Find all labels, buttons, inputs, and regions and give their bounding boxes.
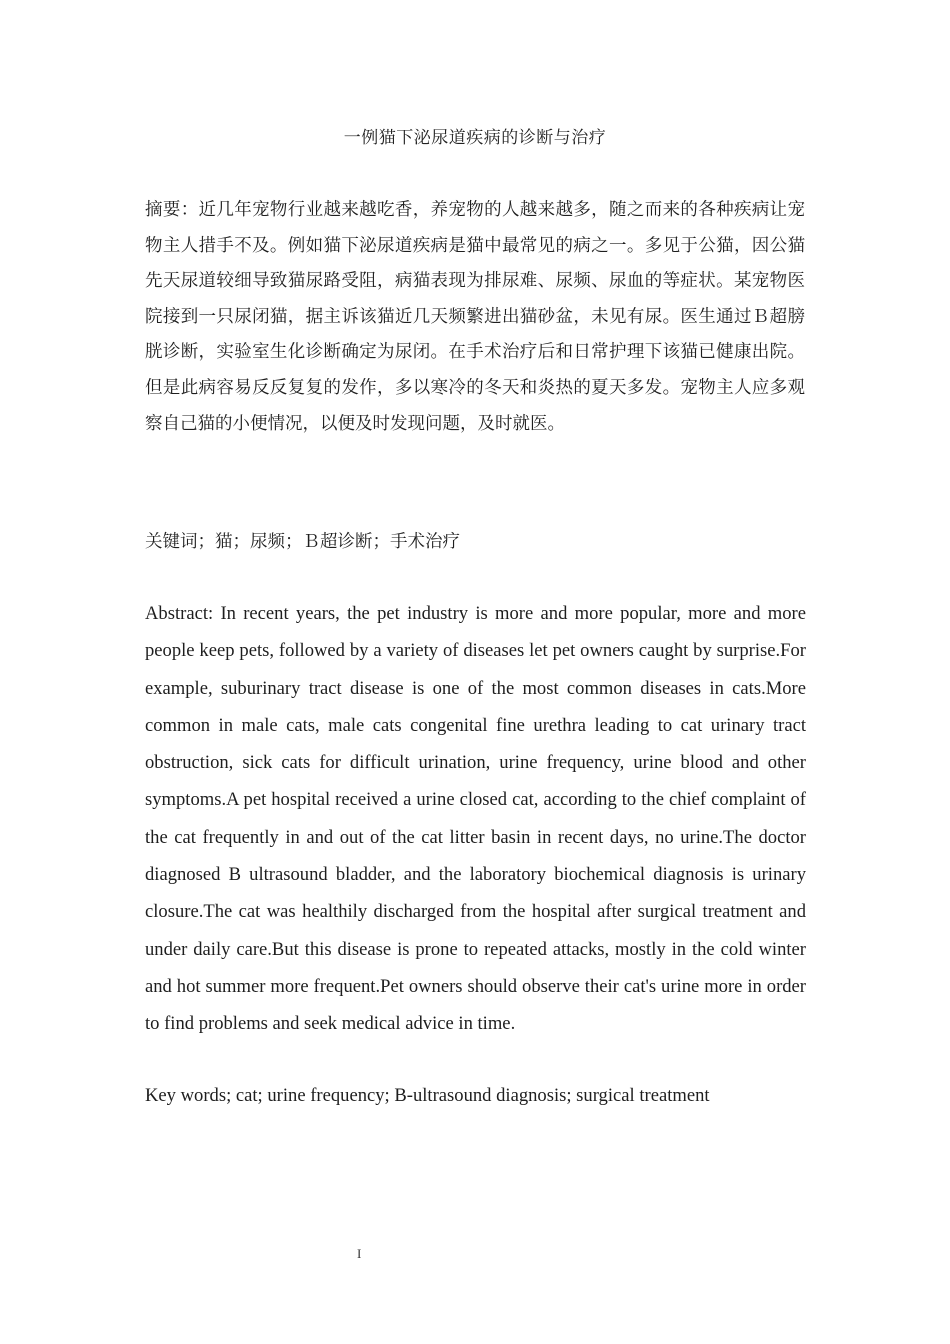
chinese-abstract: 摘要：近几年宠物行业越来越吃香，养宠物的人越来越多，随之而来的各种疾病让宠物主人措手不及。例如猫下泌尿道疾病是猫中最常见的病之一。多见于公猫，因公猫先天尿道较细导致猫尿路受阻，病猫表现为排尿难、尿频、尿血的等症状。某宠物医院接到一只尿闭猫，据主诉该猫近几天频繁进出猫砂盆，未见有尿。医生通过Ｂ超膀胱诊断，实验室生化诊断确定为尿闭。在手术治疗后和日常护理下该猫已健康出院。但是此病容易反反复复的发作，多以寒冷的冬天和炎热的夏天多发。宠物主人应多观察自己猫的小便情况，以便及时发现问题，及时就医。 (145, 200, 805, 434)
english-keywords: Key words; cat; urine frequency; B-ultrasound diagnosis; surgical treatment (145, 1085, 710, 1106)
english-abstract: Abstract: In recent years, the pet industry is more and more popular, more and more people keep pets, followed by a variety of diseases let pet owners caught by surprise.For example, suburinary tract disease is one of the most common diseases in cats.More common in male cats, male cats congenital fine urethra leading to cat urinary tract obstruction, sick cats for difficult urination, urine frequency, urine blood and other symptoms.A pet hospital received a urine closed cat, according to the chief complaint of the cat frequently in and out of the cat litter basin in recent days, no urine.The doctor diagnosed B ultrasound bladder, and the laboratory biochemical diagnosis is urinary closure.The cat was healthily discharged from the hospital after surgical treatment and under daily care.But this disease is prone to repeated attacks, mostly in the cold winter and hot summer more frequent.Pet owners should observe their cat's urine more in order to find problems and seek medical advice in time. (145, 603, 806, 1035)
chinese-keywords: 关键词；猫；尿频；Ｂ超诊断；手术治疗 (145, 532, 460, 552)
page-number: I (357, 1246, 362, 1261)
document-title: 一例猫下泌尿道疾病的诊断与治疗 (343, 128, 607, 148)
